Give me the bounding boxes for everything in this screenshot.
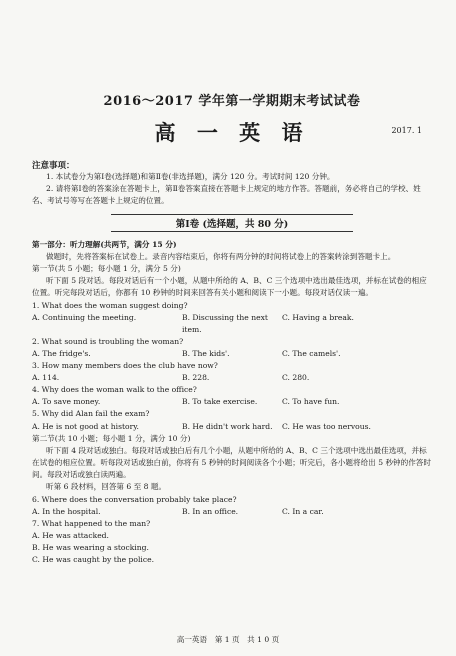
option-b: B. In an office. <box>182 506 239 516</box>
part1-intro: 做题时，先将答案标在试卷上。录音内容结束后，你将有两分钟的时间将试卷上的答案转涂到答题卡上。 <box>46 251 396 261</box>
option-a: A. To save money. <box>32 397 101 407</box>
option-b: B. He didn't work hard. <box>182 421 273 431</box>
options-1 <box>32 312 432 336</box>
question-6: 6. Where does the conversation probably take place? <box>32 494 237 504</box>
option-c: C. In a car. <box>282 506 324 516</box>
notice-line-2: 2. 请将第Ⅰ卷的答案涂在答题卡上，第Ⅱ卷答案直接在答题卡上规定的地方作答。答题前，务必将自己的学校、姓名、考试号等写在答题卡上规定的位置。 <box>32 184 421 206</box>
options-5 <box>32 421 432 433</box>
option-c: C. Having a break. <box>282 312 354 322</box>
option-a: A. 114. <box>32 373 60 383</box>
exam-title: 2016～2017 学年第一学期期末考试试卷 <box>103 94 361 109</box>
sec1-intro: 听下面 5 段对话。每段对话后有一个小题，从题中所给的 A、B、C 三个选项中选出最佳选项，并标在试卷的相应位置。听完每段对话后，你都有 10 秒钟的时间来回答有关小题和阅读下一小题。每段对话仅读一遍。 <box>32 276 427 298</box>
sec1-heading: 第一节(共 5 小题；每小题 1 分，满分 5 分) <box>32 264 181 274</box>
option-b: B. Discussing the next item. <box>182 312 268 334</box>
question-4: 4. Why does the woman walk to the office? <box>32 385 197 395</box>
option-b: B. He was wearing a stocking. <box>32 543 149 553</box>
option-a: A. The fridge's. <box>32 349 91 359</box>
option-c: C. The camels'. <box>282 349 341 359</box>
option-a: A. In the hospital. <box>32 506 101 516</box>
page-footer: 高一英语 第 1 页 共 1 0 页 <box>176 635 280 644</box>
listen-6-note: 听第 6 段材料，回答第 6 至 8 题。 <box>46 482 167 492</box>
sec2-intro: 听下面 4 段对话或独白。每段对话或独白后有几个小题，从题中所给的 A、B、C 三个选项中选出最佳选项，并标在试卷的相应位置。听每段对话或独白前，你将有 5 秒钟的时间阅读各个小题；听完后，各小题将给出 5 秒钟的作答时间。每段对话或独白读两遍。 <box>32 445 431 480</box>
option-c: C. To have fun. <box>282 397 340 407</box>
question-1: 1. What does the woman suggest doing? <box>32 300 188 310</box>
part1-heading: 第一部分：听力理解(共两节，满分 15 分) <box>32 239 177 249</box>
subject-title: 高 一 英 语 <box>154 120 310 145</box>
option-c: C. 280. <box>282 373 310 383</box>
notice-heading: 注意事项： <box>32 161 75 171</box>
option-a: A. He was attacked. <box>32 531 109 541</box>
option-c: C. He was caught by the police. <box>32 555 154 565</box>
subject-row <box>32 117 432 145</box>
option-b: B. To take exercise. <box>182 397 258 407</box>
question-2: 2. What sound is troubling the woman? <box>32 336 184 346</box>
question-5: 5. Why did Alan fail the exam? <box>32 409 150 419</box>
option-b: B. The kids'. <box>182 349 230 359</box>
option-a: A. He is not good at history. <box>32 421 139 431</box>
exam-date: 2017. 1 <box>391 126 422 135</box>
options-3 <box>32 372 432 384</box>
option-a: A. Continuing the meeting. <box>32 312 137 322</box>
options-6 <box>32 506 432 518</box>
options-2 <box>32 348 432 360</box>
question-list <box>32 300 432 433</box>
section-title: 第Ⅰ卷 (选择题，共 80 分) <box>111 214 353 232</box>
option-c: C. He was too nervous. <box>282 421 371 431</box>
question-7: 7. What happened to the man? <box>32 518 151 528</box>
sec2-heading: 第二节(共 10 小题；每小题 1 分，满分 10 分) <box>32 433 191 443</box>
question-3: 3. How many members does the club have now? <box>32 361 218 371</box>
option-b: B. 228. <box>182 373 210 383</box>
notice-line-1: 1. 本试卷分为第Ⅰ卷(选择题)和第Ⅱ卷(非选择题)，满分 120 分。考试时间 120 分钟。 <box>46 172 335 181</box>
options-4 <box>32 396 432 408</box>
